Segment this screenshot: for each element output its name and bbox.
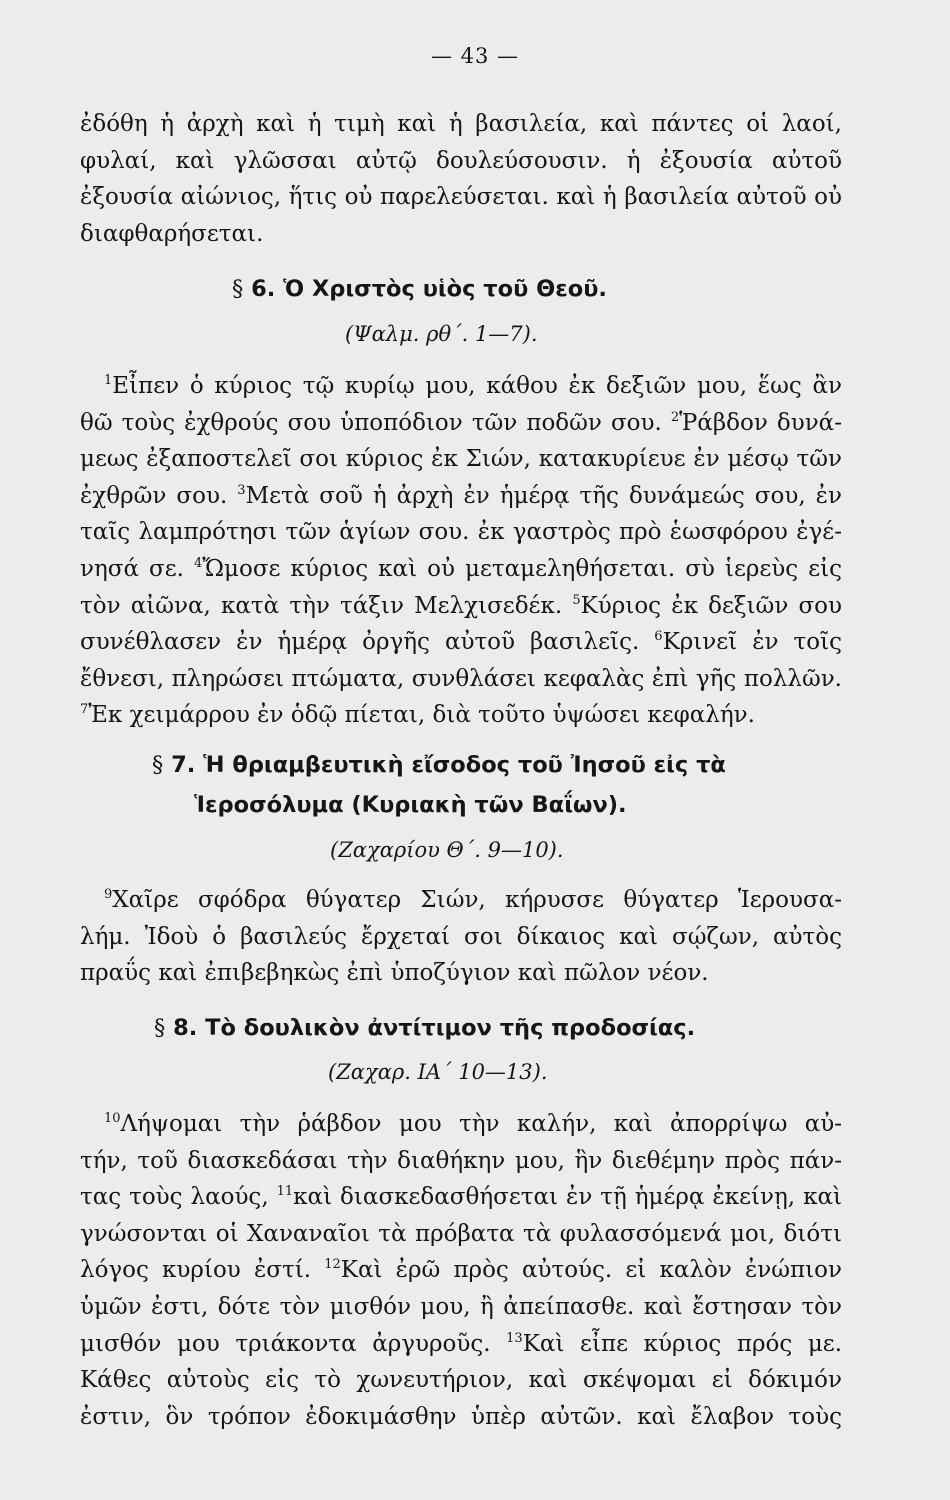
text-line: μισθόν μου τριάκοντα ἀργυροῦς. $^{13}$Καὶ εἶπε κύριος πρός με. (80, 1330, 843, 1357)
intro-line: ἐδόθη ἡ ἀρχὴ καὶ ἡ τιμὴ καὶ ἡ βασιλεία, καὶ πάντες οἱ λαοί, (80, 111, 842, 137)
verse-number: 9 (104, 887, 113, 902)
text-line: τας τοὺς λαούς, $^{11}$καὶ διασκεδασθήσεται ἐν τῇ ἡμέρᾳ ἐκείνῃ, καὶ (80, 1184, 843, 1211)
section-8-heading (154, 1015, 695, 1041)
verse-number: 5 (572, 592, 581, 608)
text-line: γνώσονται οἱ Χαναναῖοι τὰ πρόβατα τὰ φυλασσόμενά μοι, διότι (80, 1220, 842, 1247)
text-line: ἐχθρῶν σου. $^3$Μετὰ σοῦ ἡ ἀρχὴ ἐν ἡμέρᾳ τῆς δυνάμεώς σου, ἐν (80, 482, 842, 509)
text-line: ἐστιν, ὃν τρόπον ἐδοκιμάσθην ὑπὲρ αὐτῶν. καὶ ἔλαβον τοὺς (80, 1403, 842, 1430)
section-7-heading (152, 752, 726, 778)
text-line: πραΰς καὶ ἐπιβεβηκὼς ἐπὶ ὑποζύγιον καὶ πῶλον νέον. (80, 960, 709, 987)
text-line: Κάθες αὐτοὺς εἰς τὸ χωνευτήριον, καὶ σκέψομαι εἰ δόκιμόν (80, 1367, 842, 1394)
section-symbol: § (152, 752, 164, 778)
text-line: λήμ. Ἰδοὺ ὁ βασιλεύς ἔρχεταί σοι δίκαιος καὶ σῴζων, αὐτὸς (80, 923, 842, 950)
text-line: λόγος κυρίου ἐστί. $^{12}$Καὶ ἐρῶ πρὸς αὐτούς. εἰ καλὸν ἐνώπιον (80, 1257, 843, 1284)
verse-number: 7 (80, 702, 89, 718)
text-line: $^{10}$Λήψομαι τὴν ῥάβδον μου τὴν καλήν, καὶ ἀπορρίψω αὐ- (104, 1111, 842, 1137)
section-7-title: 7. Ἡ θριαμβευτικὴ εἴσοδος τοῦ Ἰησοῦ εἰς τὰ (171, 752, 726, 778)
intro-line: φυλαί, καὶ γλῶσσαι αὐτῷ δουλεύσουσιν. ἡ ἐξουσία αὐτοῦ (80, 147, 842, 174)
text-line: ἔθνεσι, πληρώσει πτώματα, συνθλάσει κεφαλὰς ἐπὶ γῆς πολλῶν. (80, 665, 842, 692)
verse-number: 1 (104, 373, 113, 388)
text-line: $^7$Ἐκ χειμάρρου ἐν ὁδῷ πίεται, διὰ τοῦτο ὑψώσει κεφαλήν. (80, 702, 755, 729)
section-6-heading (232, 276, 607, 302)
section-8-title: 8. Τὸ δουλικὸν ἀντίτιμον τῆς προδοσίας. (173, 1015, 696, 1041)
section-6-title: 6. Ὁ Χριστὸς υἱὸς τοῦ Θεοῦ. (251, 276, 607, 302)
verse-number: 6 (654, 629, 663, 645)
text-line: συνέθλασεν ἐν ἡμέρᾳ ὀργῆς αὐτοῦ βασιλεῖς. $^6$Κρινεῖ ἐν τοῖς (80, 629, 842, 656)
text-line: ταῖς λαμπρότησι τῶν ἁγίων σου. ἐκ γαστρὸς πρὸ ἑωσφόρου ἐγέ- (80, 519, 842, 546)
section-7-reference: (Ζαχαρίου Θ΄. 9—10). (330, 838, 564, 862)
text-line: νησά σε. $^4$Ὤμοσε κύριος καὶ οὐ μεταμεληθήσεται. σὺ ἱερεὺς εἰς (80, 555, 843, 582)
section-7-heading-line2: Ἱεροσόλυμα (Κυριακὴ τῶν Βαΐων). (194, 792, 627, 818)
text-line: θῶ τοὺς ἐχθρούς σου ὑποπόδιον τῶν ποδῶν σου. $^2$Ῥάβδον δυνά- (80, 409, 842, 436)
verse-number: 12 (324, 1257, 341, 1273)
section-6-text (80, 368, 842, 734)
section-symbol: § (232, 276, 244, 302)
section-8-reference: (Ζαχαρ. ΙΑ΄ 10—13). (328, 1060, 548, 1084)
intro-line: ἐξουσία αἰώνιος, ἥτις οὐ παρελεύσεται. καὶ ἡ βασιλεία αὐτοῦ οὐ (80, 184, 842, 211)
section-6-reference: (Ψαλμ. ρθ΄. 1—7). (345, 322, 538, 346)
text-line: τήν, τοῦ διασκεδάσαι τὴν διαθήκην μου, ἣν διεθέμην πρὸς πάν- (80, 1147, 842, 1174)
section-symbol: § (154, 1015, 166, 1041)
verse-number: 3 (237, 482, 246, 498)
verse-number: 4 (194, 555, 203, 571)
text-line: τὸν αἰῶνα, κατὰ τὴν τάξιν Μελχισεδέκ. $^5$Κύριος ἐκ δεξιῶν σου (80, 592, 842, 619)
verse-number: 11 (276, 1184, 294, 1200)
verse-number: 10 (104, 1111, 121, 1126)
page-number: — 43 — (430, 44, 520, 68)
intro-line: διαφθαρήσεται. (80, 220, 264, 247)
verse-number: 13 (506, 1330, 523, 1346)
text-line: $^1$Εἶπεν ὁ κύριος τῷ κυρίῳ μου, κάθου ἐκ δεξιῶν μου, ἕως ἂν (104, 373, 842, 399)
text-line: $^9$Χαῖρε σφόδρα θύγατερ Σιών, κήρυσσε θύγατερ Ἱερουσα- (104, 887, 842, 913)
text-line: μεως ἐξαποστελεῖ σοι κύριος ἐκ Σιών, κατακυρίευε ἐν μέσῳ τῶν (80, 446, 842, 473)
verse-number: 2 (670, 409, 680, 425)
section-7-text (80, 882, 842, 992)
section-8-text (80, 1106, 842, 1435)
text-line: ὑμῶν ἐστι, δότε τὸν μισθόν μου, ἢ ἀπείπασθε. καὶ ἔστησαν τὸν (80, 1293, 842, 1320)
intro-paragraph (80, 106, 842, 252)
